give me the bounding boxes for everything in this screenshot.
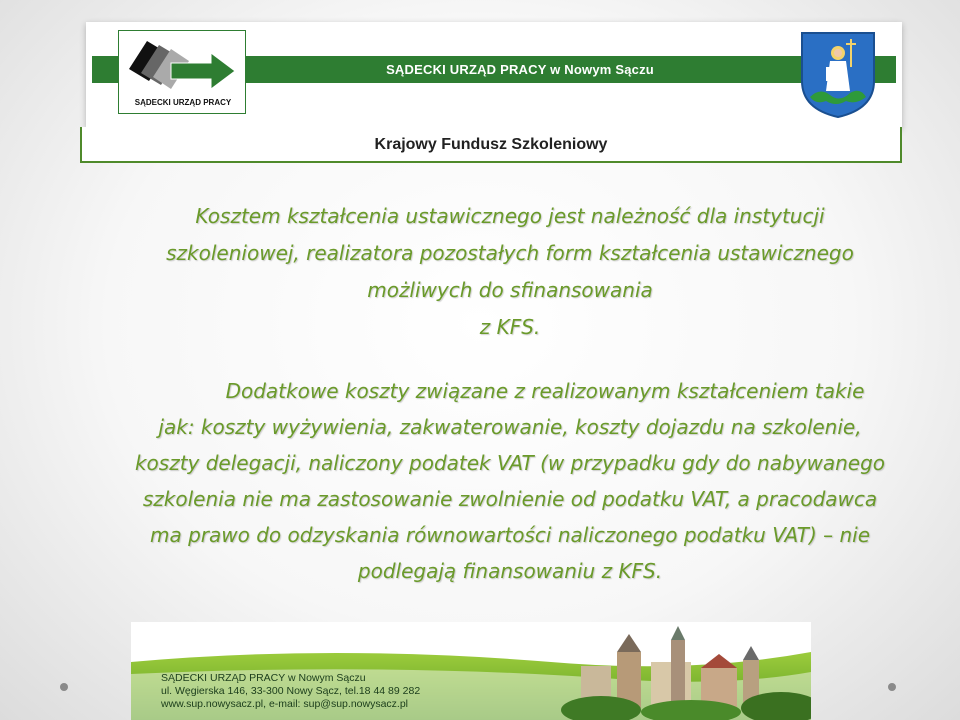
paragraph-cost-definition xyxy=(80,198,940,346)
paragraph2-line: koszty delegacji, naliczony podatek VAT (w przypadku gdy do nabywanego xyxy=(134,451,886,475)
paragraph1-line: szkoleniowej, realizatora pozostałych form kształcenia ustawicznego xyxy=(166,241,854,265)
paragraph2-line: szkolenia nie ma zastosowanie zwolnienie od podatku VAT, a pracodawca xyxy=(142,487,878,511)
logo-caption: SĄDECKI URZĄD PRACY xyxy=(134,98,232,107)
city-crest-icon xyxy=(800,31,876,119)
paragraph2-line: podlegają finansowaniu z KFS. xyxy=(357,559,663,583)
footer-banner xyxy=(131,622,811,720)
footer-line-name: SĄDECKI URZĄD PRACY w Nowym Sączu xyxy=(161,672,366,684)
paragraph1-line: Kosztem kształcenia ustawicznego jest należność dla instytucji xyxy=(195,204,825,228)
paragraph2-line: ma prawo do odzyskania równowartości naliczonego podatku VAT) – nie xyxy=(149,523,871,547)
slide-subtitle: Krajowy Fundusz Szkoleniowy xyxy=(374,136,608,153)
header-title: SĄDECKI URZĄD PRACY w Nowym Sączu xyxy=(386,62,654,77)
paragraph1-line: możliwych do sfinansowania xyxy=(367,278,653,302)
paragraph2-line: Dodatkowe koszty związane z realizowanym kształceniem takie xyxy=(225,379,865,403)
slide-bullet-right xyxy=(888,683,896,691)
arrow-squares-icon xyxy=(119,31,245,101)
paragraph1-line: z KFS. xyxy=(479,315,541,339)
footer-contact xyxy=(161,672,420,711)
footer-line-web: www.sup.nowysacz.pl, e-mail: sup@sup.nowysacz.pl xyxy=(161,698,409,710)
office-logo xyxy=(118,30,246,114)
paragraph-additional-costs xyxy=(60,373,960,589)
footer-line-address: ul. Węgierska 146, 33-300 Nowy Sącz, tel.18 44 89 282 xyxy=(161,685,421,697)
paragraph2-line: jak: koszty wyżywienia, zakwaterowanie, koszty dojazdu na szkolenie, xyxy=(158,415,862,439)
slide-bullet-left xyxy=(60,683,68,691)
